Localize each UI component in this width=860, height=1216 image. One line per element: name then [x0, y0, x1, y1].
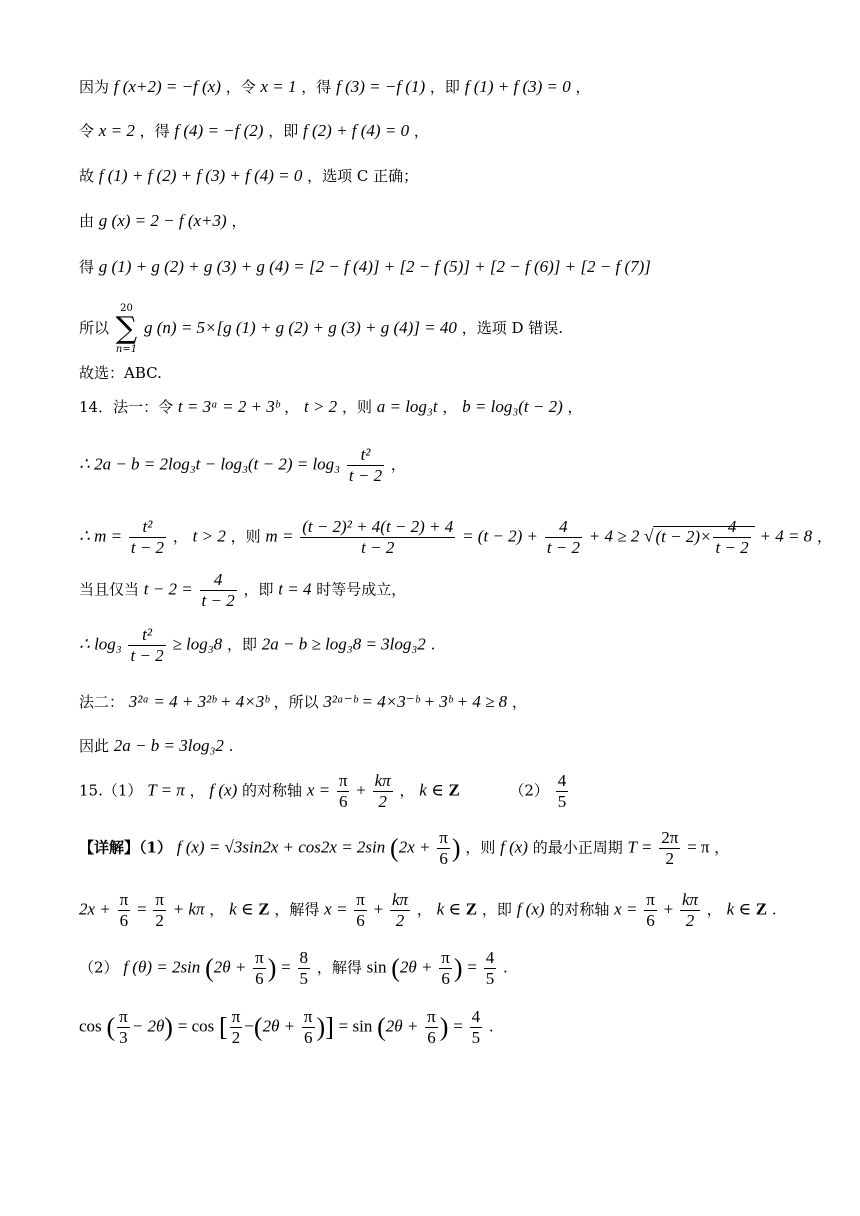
fraction [545, 517, 582, 558]
sqrt-symbol: √ [644, 526, 654, 546]
equation: = [453, 1016, 463, 1036]
equation: x = 1 [260, 77, 297, 96]
text: . [771, 900, 777, 919]
text: 的最小正周期 [532, 838, 623, 857]
text: ，即 [429, 78, 460, 96]
numerator: π [155, 890, 164, 909]
equation: x = [306, 780, 331, 800]
equation: 2θ + [385, 1016, 419, 1036]
equation: 2θ + [213, 957, 247, 977]
numerator: π [646, 890, 655, 909]
text: ，所以 [273, 693, 319, 711]
text: ， [511, 693, 527, 711]
equation: ∴ log₃ [79, 634, 122, 654]
text: ， [816, 527, 832, 546]
denominator: 2 [155, 911, 164, 930]
text: （2） [509, 781, 549, 800]
text: ， [209, 900, 225, 919]
text-line-16 [79, 828, 729, 869]
fraction [298, 948, 311, 989]
denominator: 6 [427, 1028, 436, 1047]
denominator: t − 2 [130, 538, 165, 557]
fraction [354, 890, 367, 931]
denominator: 6 [119, 911, 129, 930]
paren-open: ( [205, 953, 214, 983]
equation: 2θ + [262, 1016, 296, 1036]
text: 【详解】（1） [79, 838, 172, 857]
text: ，即 [243, 580, 274, 599]
plus-sign: + [356, 780, 366, 800]
numerator: 4 [545, 517, 582, 538]
denominator: 2 [665, 849, 674, 868]
text: . [228, 737, 234, 755]
numerator: t² [129, 517, 166, 538]
equation: f (4) = −f (2) [174, 121, 264, 140]
numerator: 4 [713, 517, 750, 538]
text-line-2 [79, 121, 429, 141]
text: 故 [79, 167, 95, 185]
equation: g (n) = 5×[g (1) + g (2) + g (3) + g (4)] = 40 [144, 318, 457, 337]
sum-upper-limit: 20 [120, 303, 133, 314]
equation: g (1) + g (2) + g (3) + g (4) = [2 − f (4)] + [2 − f (5)] + [2 − f (6)] + [2 − f (7)] [98, 257, 651, 276]
equation: f (x) [500, 837, 528, 857]
fraction [484, 948, 497, 989]
numerator: π [303, 1007, 313, 1026]
numerator: (t − 2)² + 4(t − 2) + 4 [302, 517, 454, 536]
text: ， [706, 900, 722, 919]
plus-sign: + [373, 899, 384, 919]
denominator: 5 [471, 1028, 481, 1047]
fraction [556, 771, 569, 812]
equation: + kπ [172, 899, 205, 919]
text: ，得 [301, 78, 332, 96]
numerator: 4 [557, 771, 567, 790]
numerator: 4 [471, 1007, 481, 1026]
denominator: 3 [119, 1028, 128, 1047]
text: ， [567, 398, 583, 416]
numerator: t² [347, 445, 384, 466]
fraction [373, 771, 393, 812]
numerator: π [439, 828, 448, 847]
fraction [470, 1007, 483, 1048]
paren-open: ( [253, 1012, 263, 1042]
text: ， [575, 78, 591, 96]
equation: T = π [147, 780, 185, 800]
denominator: t − 2 [546, 538, 581, 557]
text-line-13 [79, 692, 527, 712]
text-line-15 [79, 771, 570, 812]
equation: 3²ᵃ⁻ᵇ = 4×3⁻ᵇ + 3ᵇ + 4 ≥ 8 [323, 692, 508, 711]
fraction [302, 1007, 315, 1048]
text: 法二： [79, 693, 125, 711]
text: ，则 [341, 398, 372, 416]
text: ， [442, 398, 458, 416]
equation: = cos [177, 1016, 215, 1036]
text-line-8 [79, 397, 583, 417]
text: 故选：ABC. [79, 364, 162, 382]
equation: + 4 = 8 [759, 526, 813, 546]
denominator: 6 [255, 969, 264, 988]
fraction [439, 948, 452, 989]
denominator: 6 [646, 911, 655, 930]
denominator: t − 2 [715, 538, 749, 558]
numerator: kπ [681, 890, 698, 909]
text: ，得 [139, 122, 170, 140]
equation: m = [265, 526, 294, 546]
text-line-11 [79, 570, 406, 611]
text-line-1 [79, 77, 591, 97]
numerator: 2π [661, 828, 679, 847]
text: . [502, 958, 508, 977]
equation: 2x + [398, 837, 431, 857]
text-line-7 [79, 363, 162, 383]
text: ， [413, 122, 429, 140]
text: 14．法一：令 [79, 398, 174, 416]
denominator: 2 [395, 911, 405, 930]
numerator: π [255, 948, 264, 967]
paren-close: ) [451, 833, 461, 863]
fraction [644, 890, 657, 931]
equation: cos [79, 1016, 102, 1036]
text-line-19 [79, 1007, 494, 1048]
paren-open: ( [391, 953, 400, 983]
summation [116, 303, 137, 355]
numerator: kπ [391, 890, 409, 909]
numerator: π [231, 1007, 241, 1026]
paren-close: ) [164, 1012, 173, 1042]
sqrt-radicand [653, 517, 754, 558]
equation: a = log₃t [376, 397, 438, 416]
fraction [128, 625, 165, 666]
text-line-4 [79, 211, 246, 231]
equation: f (x+2) = −f (x) [113, 77, 221, 96]
denominator: 6 [441, 969, 450, 988]
equation: f (1) + f (2) + f (3) + f (4) = 0 [98, 166, 303, 185]
text: ， [390, 455, 406, 474]
fraction [337, 771, 350, 812]
text: ，令 [225, 78, 256, 96]
fraction [713, 517, 750, 558]
fraction [253, 948, 266, 989]
numerator: π [427, 1007, 436, 1026]
plus-sign: + [663, 899, 674, 919]
sum-lower-limit: n=1 [115, 344, 138, 355]
text-line-9 [79, 445, 406, 486]
equation: x = [614, 899, 638, 919]
numerator: π [119, 1007, 128, 1026]
text-line-18 [79, 948, 508, 989]
fraction [659, 828, 680, 869]
equation: f (x) = √3sin2x + cos2x = 2sin [176, 837, 386, 857]
text: 因为 [79, 78, 110, 96]
text: ， [189, 781, 205, 800]
fraction [200, 570, 237, 611]
fraction [425, 1007, 438, 1048]
text: . [488, 1017, 494, 1036]
equation: b = log₃(t − 2) [462, 397, 563, 416]
text: ，选项 D 错误. [461, 319, 564, 337]
integer-set-symbol: Z [755, 899, 768, 919]
denominator: t − 2 [348, 466, 383, 485]
equation: − 2θ [131, 1016, 165, 1036]
fraction [117, 1007, 130, 1048]
text: （2） [79, 958, 119, 977]
numerator: 4 [200, 570, 237, 591]
numerator: π [338, 771, 348, 790]
equation: x = [324, 899, 348, 919]
paren-open: ( [377, 1012, 386, 1042]
equation: ≥ log₃8 [172, 634, 223, 654]
text: 的对称轴 [549, 900, 610, 919]
equation: f (x) [209, 780, 238, 800]
equation: = (t − 2) + [462, 526, 539, 546]
text: 的对称轴 [242, 781, 303, 800]
text: 得 [79, 258, 95, 276]
fraction [390, 890, 410, 931]
text: ，解得 [274, 900, 320, 919]
integer-set-symbol: Z [448, 780, 460, 800]
text-line-17 [79, 890, 777, 931]
text: ， [399, 781, 415, 800]
equation: f (x) [516, 899, 545, 919]
text-line-6 [79, 303, 563, 355]
text-line-10 [79, 517, 832, 558]
text: ，选项 C 正确； [307, 167, 419, 185]
text: ，即 [268, 122, 299, 140]
numerator: 4 [485, 948, 495, 967]
denominator: 5 [557, 792, 567, 811]
text: 时等号成立， [316, 580, 407, 599]
denominator: 5 [299, 969, 309, 988]
text: ，即 [226, 635, 257, 654]
equation: f (1) + f (3) = 0 [464, 77, 571, 96]
equation: t − 2 = [143, 579, 193, 599]
numerator: t² [128, 625, 165, 646]
equation: 2a − b = 3log₃2 [113, 736, 224, 755]
text: 由 [79, 212, 95, 230]
numerator: π [441, 948, 450, 967]
equation: sin [366, 957, 387, 977]
denominator: 6 [356, 911, 365, 930]
text-line-14 [79, 736, 233, 756]
text: 所以 [79, 319, 110, 337]
equation: = π [687, 837, 710, 857]
bracket-close: ] [325, 1012, 334, 1042]
equation: = [281, 957, 291, 977]
equation: 2a − b ≥ log₃8 = 3log₃2 [261, 634, 426, 654]
denominator: t − 2 [201, 591, 235, 610]
equation: t = 3ᵃ = 2 + 3ᵇ [177, 397, 280, 416]
text: 15.（1） [79, 781, 143, 800]
equation: k ∈ [726, 899, 751, 919]
denominator: 5 [485, 969, 495, 988]
text: ， [231, 212, 247, 230]
fraction [300, 517, 455, 558]
text-line-3 [79, 166, 418, 186]
radicand-text: (t − 2)× [655, 526, 712, 546]
text: ， [172, 527, 188, 546]
equation: g (x) = 2 − f (x+3) [98, 211, 227, 230]
paren-close: ) [316, 1012, 326, 1042]
equation: ∴ m = [79, 526, 123, 546]
minus-sign: − [244, 1016, 254, 1036]
equation: ∴ 2a − b = 2log₃t − log₃(t − 2) = log₃ [79, 454, 341, 474]
equation: = [136, 899, 147, 919]
paren-close: ) [453, 953, 463, 983]
equation: t > 2 [303, 397, 338, 416]
denominator: 2 [685, 911, 695, 930]
fraction [118, 890, 131, 931]
equation: = [467, 957, 477, 977]
denominator: t − 2 [361, 538, 395, 557]
equation: 2θ + [399, 957, 433, 977]
text: 令 [79, 122, 95, 140]
fraction [437, 828, 450, 869]
text: ，解得 [316, 958, 362, 977]
fraction [153, 890, 166, 931]
equation: k ∈ [419, 780, 444, 800]
denominator: 6 [439, 849, 448, 868]
equation: f (θ) = 2sin [123, 957, 201, 977]
fraction [347, 445, 384, 486]
fraction [680, 890, 700, 931]
equation: t > 2 [192, 526, 226, 546]
text: ，则 [230, 527, 261, 546]
numerator: kπ [374, 771, 391, 790]
numerator: 8 [299, 948, 309, 967]
equation: = sin [338, 1016, 373, 1036]
text: 因此 [79, 737, 110, 755]
denominator: 2 [378, 792, 387, 811]
equation: + 4 ≥ 2 [588, 526, 640, 546]
text: ，即 [481, 900, 512, 919]
denominator: 6 [303, 1028, 313, 1047]
text: 当且仅当 [79, 580, 140, 599]
equation: k ∈ [229, 899, 254, 919]
equation: T = [627, 837, 653, 857]
text-line-12 [79, 625, 435, 666]
equation: f (3) = −f (1) [336, 77, 426, 96]
equation: x = 2 [98, 121, 135, 140]
fraction [230, 1007, 243, 1048]
text: . [430, 635, 436, 654]
equation: 2x + [79, 899, 111, 919]
equation: f (2) + f (4) = 0 [303, 121, 410, 140]
bracket-open: [ [219, 1012, 228, 1042]
denominator: 6 [338, 792, 348, 811]
fraction [129, 517, 166, 558]
equation: t = 4 [278, 579, 312, 599]
paren-open: ( [390, 833, 399, 863]
paren-open: ( [106, 1012, 116, 1042]
text-line-5 [79, 257, 651, 277]
integer-set-symbol: Z [465, 899, 478, 919]
text: ，则 [465, 838, 496, 857]
text: ， [284, 398, 300, 416]
equation: 3²ᵃ = 4 + 3²ᵇ + 4×3ᵇ [128, 692, 269, 711]
text: ， [714, 838, 730, 857]
equation: k ∈ [436, 899, 461, 919]
numerator: π [356, 890, 365, 909]
paren-close: ) [267, 953, 277, 983]
denominator: 2 [231, 1028, 241, 1047]
denominator: t − 2 [130, 646, 164, 665]
integer-set-symbol: Z [258, 899, 270, 919]
numerator: π [119, 890, 129, 909]
paren-close: ) [439, 1012, 449, 1042]
text: ， [416, 900, 432, 919]
sigma-symbol: ∑ [115, 311, 138, 346]
